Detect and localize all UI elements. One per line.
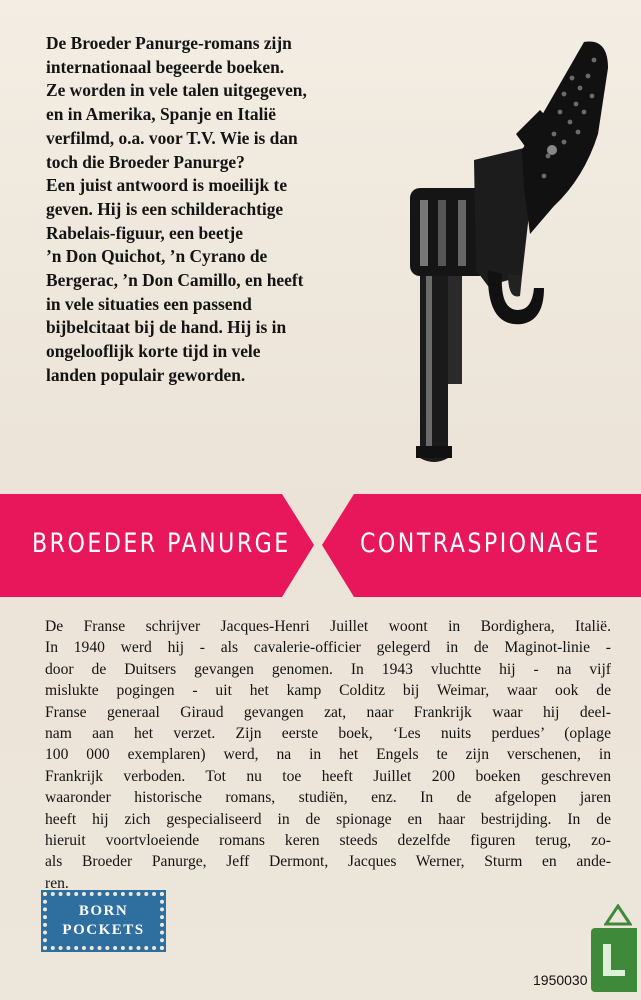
- bio-line: Frankrijk verboden. Tot nu toe heeft Juillet 200 boeken geschreven: [45, 767, 611, 785]
- intro-line: landen populair geworden.: [46, 364, 246, 385]
- intro-line: ’n Don Quichot, ’n Cyrano de: [46, 246, 268, 267]
- shop-mark-icon: [604, 904, 632, 926]
- intro-line: Rabelais-figuur, een beetje: [46, 222, 243, 243]
- genre-title: CONTRASPIONAGE: [360, 528, 601, 559]
- intro-line: ongelooflijk korte tijd in vele: [46, 341, 261, 362]
- publisher-badge: [43, 892, 164, 950]
- bio-line: Franse generaal Giraud gevangen zat, naar Frankrijk waar hij deel-: [45, 703, 611, 721]
- bio-line: In 1940 werd hij - als cavalerie-officier gelegerd in de Maginot-linie -: [45, 639, 611, 657]
- intro-line: en in Amerika, Spanje en Italië: [46, 104, 276, 125]
- badge-line-1: BORN: [78, 903, 129, 919]
- bio-line: als Broeder Panurge, Jeff Dermont, Jacques Werner, Sturm en ande-: [45, 853, 611, 871]
- intro-line: Een juist antwoord is moeilijk te: [46, 175, 288, 196]
- intro-line: Bergerac, ’n Don Camillo, en heeft: [46, 270, 304, 291]
- bio-line: door de Duitsers gevangen genomen. In 1943 vluchtte hij - na vijf: [45, 660, 611, 678]
- bio-line: hieruit voortvloeiende romans keren steeds dezelfde figuren terug, zo-: [45, 832, 611, 850]
- intro-line: verfilmd, o.a. voor T.V. Wie is dan: [46, 127, 298, 148]
- intro-line: toch die Broeder Panurge?: [46, 151, 245, 172]
- intro-blurb: [46, 32, 406, 388]
- revolver-icon: [404, 38, 610, 464]
- bio-line: mislukte pogingen - uit het kamp Colditz bij Weimar, waar ook de: [45, 682, 611, 700]
- intro-line: Ze worden in vele talen uitgegeven,: [46, 80, 307, 101]
- intro-line: in vele situaties een passend: [46, 293, 252, 314]
- bio-line: heeft hij zich gespecialiseerd in de spionage en haar bestrijding. In de: [45, 810, 611, 828]
- bio-line: ren.: [45, 874, 69, 892]
- bio-line: nam aan het verzet. Zijn eerste boek, ‘Les nuits perdues’ (oplage: [45, 725, 611, 743]
- author-bio: [45, 616, 611, 894]
- shop-tag-icon: [591, 928, 637, 992]
- intro-line: De Broeder Panurge-romans zijn: [46, 33, 292, 53]
- series-title: BROEDER PANURGE: [32, 528, 291, 559]
- bio-line: 100 000 exemplaren) werd, na in het Engels te zijn verschenen, in: [45, 746, 611, 764]
- intro-line: internationaal begeerde boeken.: [46, 56, 285, 77]
- catalog-code: 1950030: [533, 972, 588, 988]
- intro-line: bijbelcitaat bij de hand. Hij is in: [46, 317, 287, 338]
- bio-line: De Franse schrijver Jacques-Henri Juillet woont in Bordighera, Italië.: [45, 618, 611, 635]
- bio-line: waaronder historische romans, studiën, enz. In de afgelopen jaren: [45, 789, 611, 807]
- badge-line-2: POCKETS: [62, 922, 145, 938]
- intro-line: geven. Hij is een schilderachtige: [46, 198, 284, 219]
